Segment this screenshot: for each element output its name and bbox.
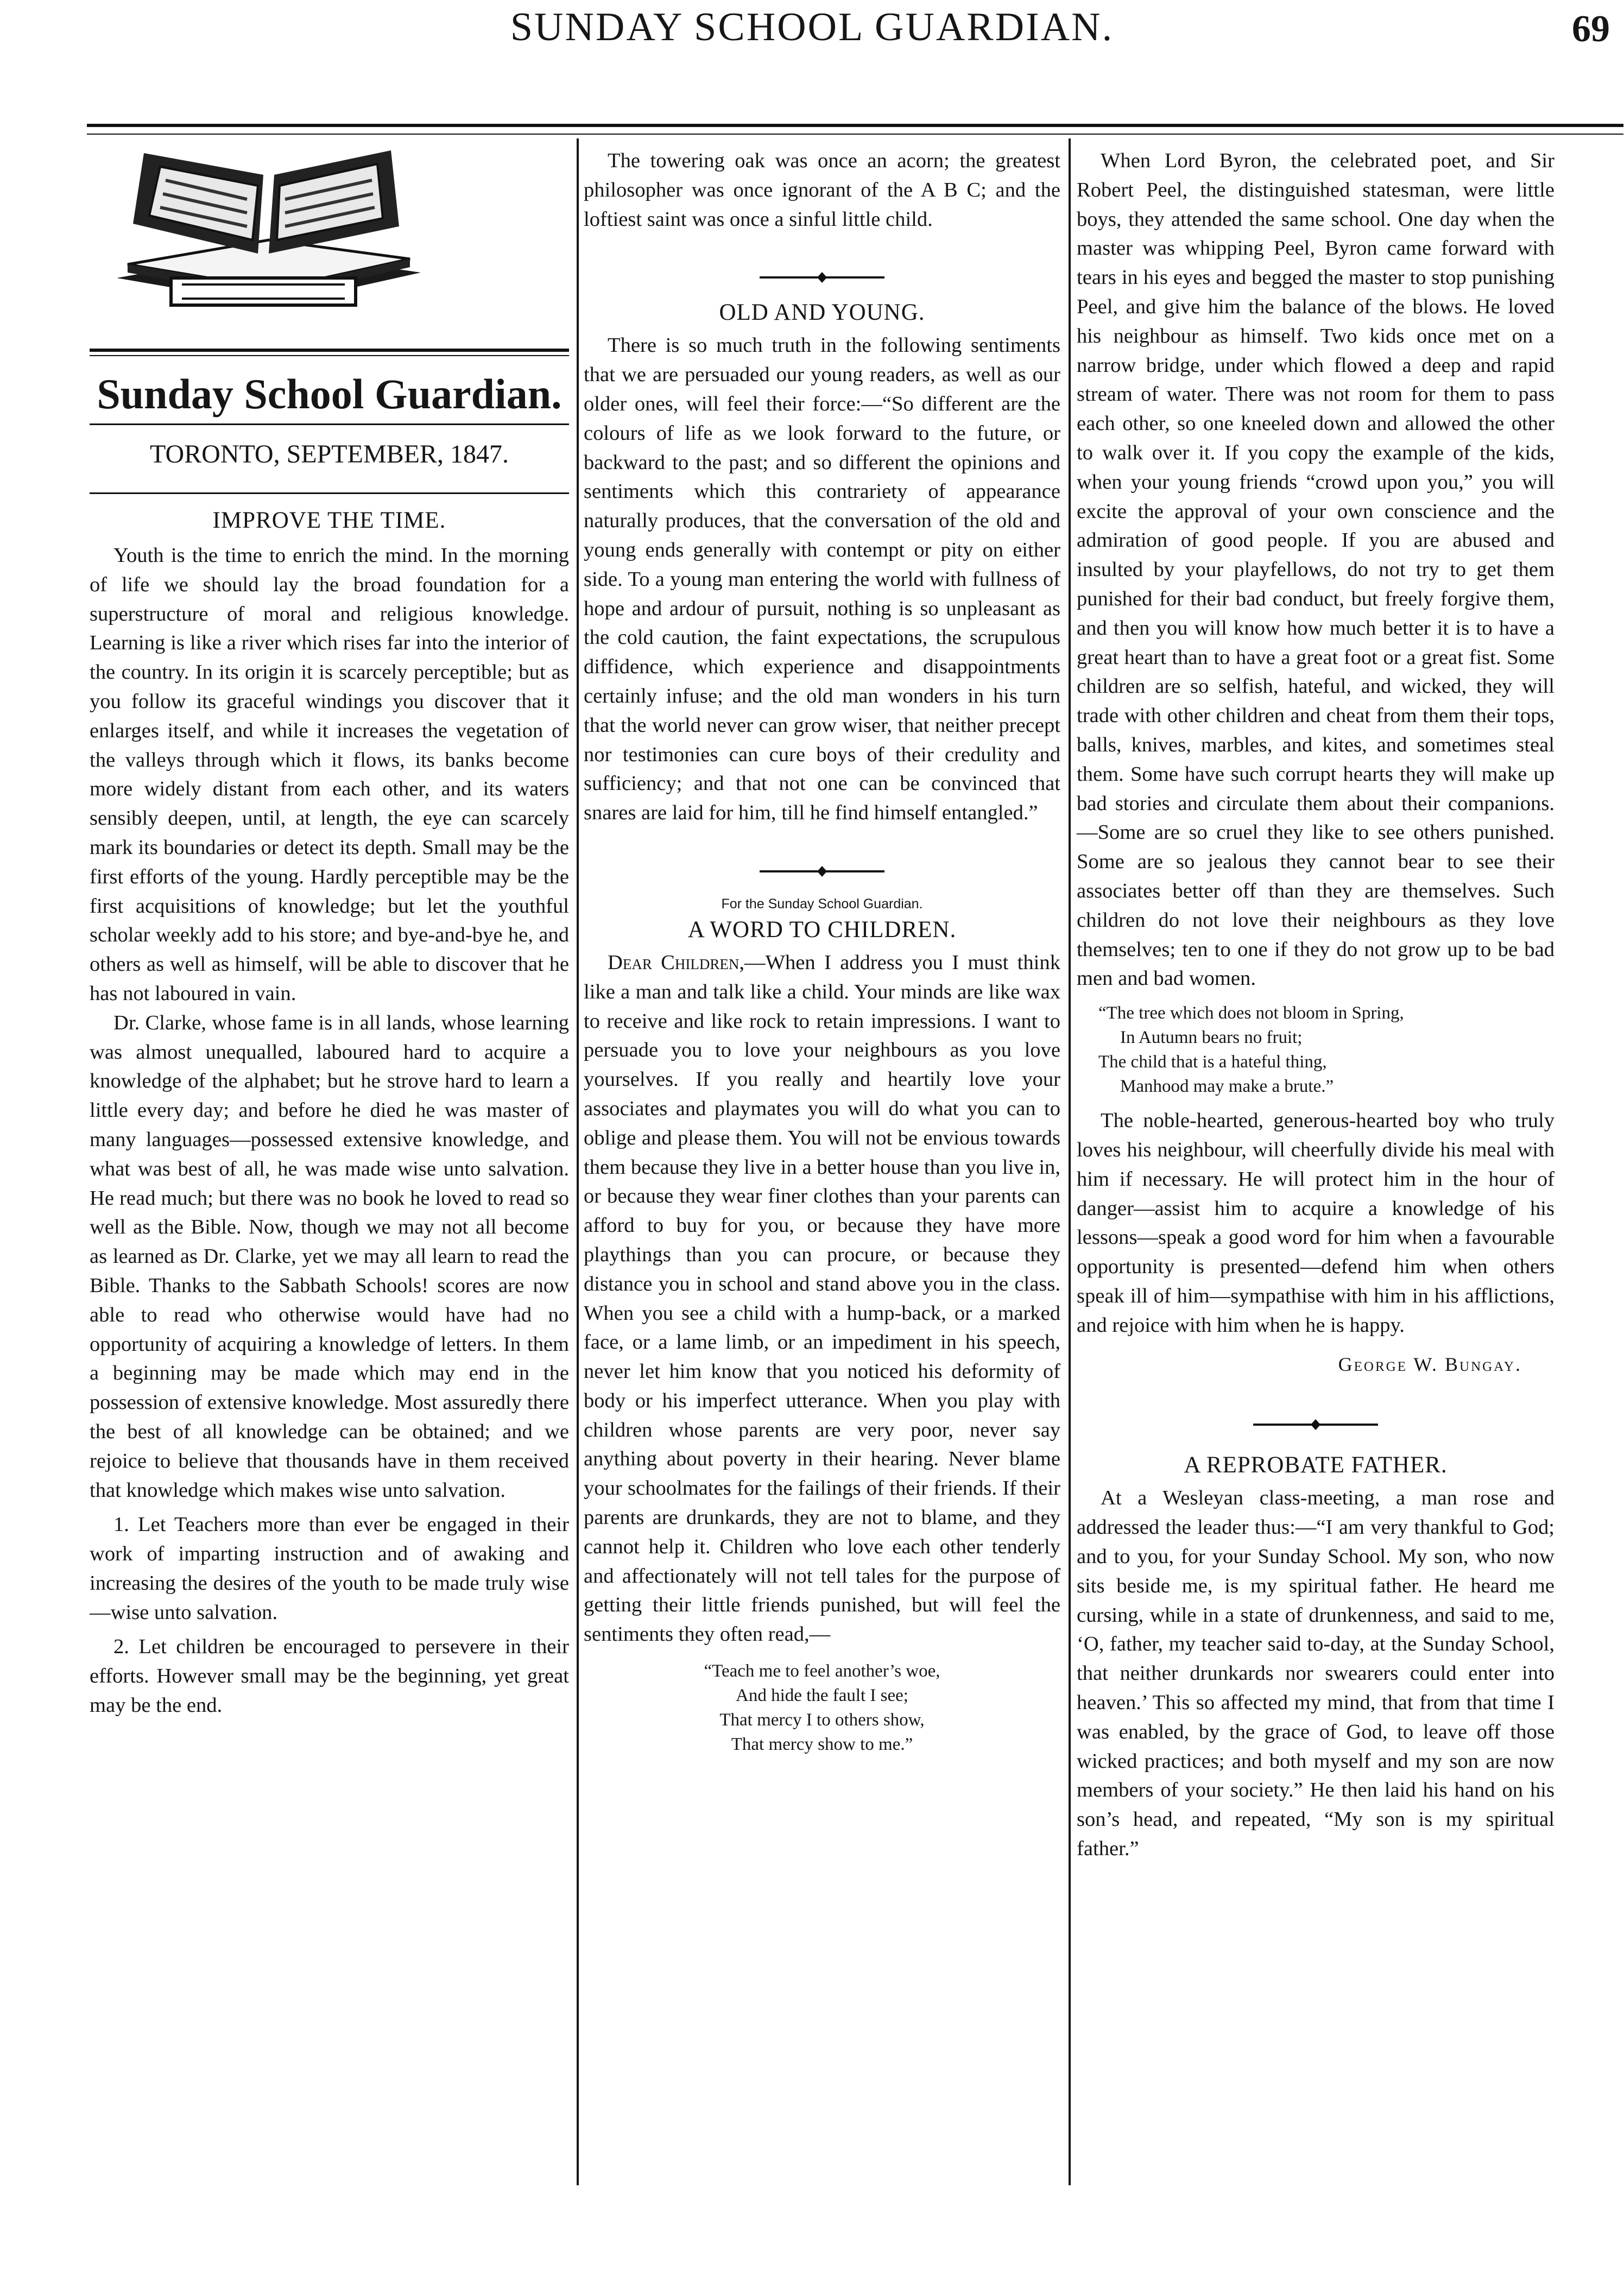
paragraph: The noble-hearted, generous-hearted boy who truly loves his neighbour, will cheerfully divide his meal with him if necessary. He will protect him in the hour of danger—assist him to acquire a knowledge of his lessons—speak a good word for him when a favourable opportunity is presented—defend him when others speak ill of him—sympathise with him in his afflictions, and rejoice with him when he is happy. — [1077, 1109, 1555, 1337]
verse-block — [584, 1659, 1060, 1757]
verse-line: That mercy show to me.” — [731, 1735, 913, 1755]
column-1 — [90, 142, 569, 1721]
verse-line: “The tree which does not bloom in Spring, — [1098, 1003, 1404, 1023]
verse-line: That mercy I to others show, — [719, 1710, 925, 1730]
column-rule-2 — [1069, 138, 1071, 2185]
running-title: SUNDAY SCHOOL GUARDIAN. — [510, 5, 1114, 49]
masthead-title: Sunday School Guardian. — [97, 370, 562, 418]
article-heading-a-reprobate-father: A REPROBATE FATHER. — [1184, 1452, 1448, 1478]
paragraph: There is so much truth in the following sentiments that we are persuaded our young readers, as well as our older ones, will feel their force:—“So different are the colours of life as we look forward to the future, or backward to the past; and so different the opinions and sentiments which this contrariety of appearance naturally produces, that the conversation of the old and young ends generally with contempt or pity on either side. To a young man entering the world with fullness of hope and ardour of pursuit, nothing is so unpleasant as the cold caution, the faint expectations, the scrupulous diffidence, which experience and disappointments certainly infuse; and the old man wonders in his turn that the world never can grow wiser, that neither precept nor testimonies can cure boys of their credulity and sufficiency; and that not one can be convinced that snares are laid for him, till he find himself entangled.” — [584, 334, 1060, 825]
credit-line: For the Sunday School Guardian. — [721, 896, 923, 912]
paragraph: At a Wesleyan class-meeting, a man rose and addressed the leader thus:—“I am very thankful to God; and to you, for your Sunday School. My son, who now sits beside me, is my spiritual father. He heard me cursing, while in a state of drunkenness, and said to me, ‘O, father, my teacher said to-day, at the Sunday School, that neither drunkards nor swearers could enter into heaven.’ This so affected my mind, that from that time I was enabled, by the grace of God, to leave off those wicked practices; and both myself and my son are now members of your society.” He then laid his hand on his son’s head, and repeated, “My son is my spiritual father.” — [1077, 1487, 1555, 1861]
verse-line: The child that is a hateful thing, — [1098, 1052, 1327, 1072]
paragraph: When Lord Byron, the celebrated poet, and Sir Robert Peel, the distinguished statesman, were little boys, they attended the same school. One day when the master was whipping Peel, Byron came forward with tears in his eyes and begged the master to stop punishing Peel, and give him the balance of the blows. He loved his neighbour as himself. Two kids once met on a narrow bridge, under which flowed a deep and rapid stream of water. There was not room for them to pass each other, so one kneeled down and allowed the other to walk over it. If you copy the example of the kids, when your young friends “crowd upon you,” you will excite the approval of your own conscience and the admiration of good people. If you are abused and insulted by your playfellows, do not try to get them punished for their bad conduct, but freely forgive them, and then you will know how much better it is to have a great heart than to have a great foot or a great fist. Some children are so selfish, hateful, and wicked, they will trade with other children and cheat from them their tops, balls, knives, marbles, and kites, and sometimes steal them. Some have such corrupt hearts they will make up bad stories and circulate them about their companions.—Some are so cruel they like to see others punished. Some are so jealous they cannot bear to see their associates better off than they are themselves. Such children do not love their neighbours as they love themselves; ten to one if they do not grow up to be bad men and bad women. — [1077, 149, 1555, 990]
article-heading-improve-the-time: IMPROVE THE TIME. — [212, 508, 446, 533]
column-2 — [584, 147, 1060, 1757]
bible-books-icon — [95, 142, 443, 327]
paragraph: The towering oak was once an acorn; the greatest philosopher was once ignorant of the A B C; and the loftiest saint was once a sinful little child. — [584, 149, 1060, 231]
page-number: 69 — [1572, 8, 1610, 50]
dateline: TORONTO, SEPTEMBER, 1847. — [150, 440, 509, 469]
salutation: Dear Children, — [608, 951, 744, 974]
paragraph-body: —When I address you I must think like a man and talk like a child. Your minds are like wax to receive and like rock to retain impressions. I want to persuade you to love your neighbours as you love yourselves. If you really and heartily love your associates and playmates you will do what you can to oblige and please them. You will not be envious towards them because they live in a better house than you live in, or because they wear finer clothes than your parents can afford to buy for you, or because they have more playthings than you can procure, or because they distance you in school and stand above you in the class. When you see a child with a hump-back, or a marked face, or a lame limb, or an impediment in his speech, never let him know that you noticed his deformity of body or his imperfect utterance. When you play with children whose parents are very poor, never say anything about poverty in their hearing. Never blame your schoolmates for the failings of their friends. If their parents are drunkards, they are not to blame, and they cannot help it. Children who love each other tenderly and affectionately will not tell tales for the purpose of getting their little friends punished, but will feel the sentiments they often read,— — [584, 951, 1060, 1646]
paragraph: 2. Let children be encouraged to persevere in their efforts. However small may be the beginning, yet great may be the end. — [90, 1635, 569, 1717]
verse-line: In Autumn bears no fruit; — [1120, 1028, 1303, 1048]
masthead-rule-thin — [90, 355, 569, 356]
paragraph: 1. Let Teachers more than ever be engaged in their work of imparting instruction and of awaking and increasing the desires of the youth to be made truly wise—wise unto salvation. — [90, 1513, 569, 1624]
masthead-rule — [90, 349, 569, 352]
article-heading-old-and-young: OLD AND YOUNG. — [719, 300, 925, 326]
paragraph: Youth is the time to enrich the mind. In the morning of life we should lay the broad foundation for a superstructure of moral and religious knowledge. Learning is like a river which rises far into the interior of the country. In its origin it is scarcely perceptible; but as you follow its graceful windings you discover that it enlarges itself, and while it increases the vegetation of the valleys through which it flows, its banks become more widely distant from each other, and its waters sensibly deepen, until, at length, the eye can scarcely mark its boundaries or detect its depth. Small may be the first efforts of the young. Hardly perceptible may be the first acquisitions of knowledge; but let the youthful scholar weekly add to his store; and bye-and-bye he, and others as well as himself, will be able to discover that he has not laboured in vain. — [90, 544, 569, 1005]
column-rule-1 — [577, 138, 579, 2185]
signature: George W. Bungay. — [1338, 1353, 1522, 1376]
paragraph: Dr. Clarke, whose fame is in all lands, whose learning was almost unequalled, laboured hard to acquire a knowledge of the alphabet; but he strove hard to learn a little every day; and before he died he was master of many languages—possessed extensive knowledge, and what was best of all, he was made wise unto salvation. He read much; but there was no book he loved to read so well as the Bible. Now, though we may not all become as learned as Dr. Clarke, yet we may all learn to read the Bible. Thanks to the Sabbath Schools! scores are now able to read who otherwise would have had no opportunity of acquiring a knowledge of letters. In them a beginning may be made which may end in the possession of extensive knowledge. Most assuredly there the best of all knowledge can be obtained; and we rejoice to believe that thousands have in them received that knowledge which makes wise unto salvation. — [90, 1011, 569, 1502]
ornament-divider — [1253, 1414, 1378, 1435]
ornament-divider — [760, 267, 884, 288]
verse-line: And hide the fault I see; — [736, 1686, 908, 1706]
ornament-divider — [760, 861, 884, 882]
dateline-rule — [90, 492, 569, 494]
verse-block — [1098, 1001, 1555, 1099]
top-rule — [87, 124, 1623, 127]
top-rule-thin — [87, 134, 1623, 135]
verse-line: “Teach me to feel another’s woe, — [704, 1661, 940, 1681]
masthead-rule-2 — [90, 423, 569, 425]
article-heading-a-word-to-children: A WORD TO CHILDREN. — [687, 916, 957, 943]
column-3 — [1077, 147, 1555, 1864]
verse-line: Manhood may make a brute.” — [1120, 1077, 1334, 1097]
paragraph — [584, 948, 1060, 1649]
